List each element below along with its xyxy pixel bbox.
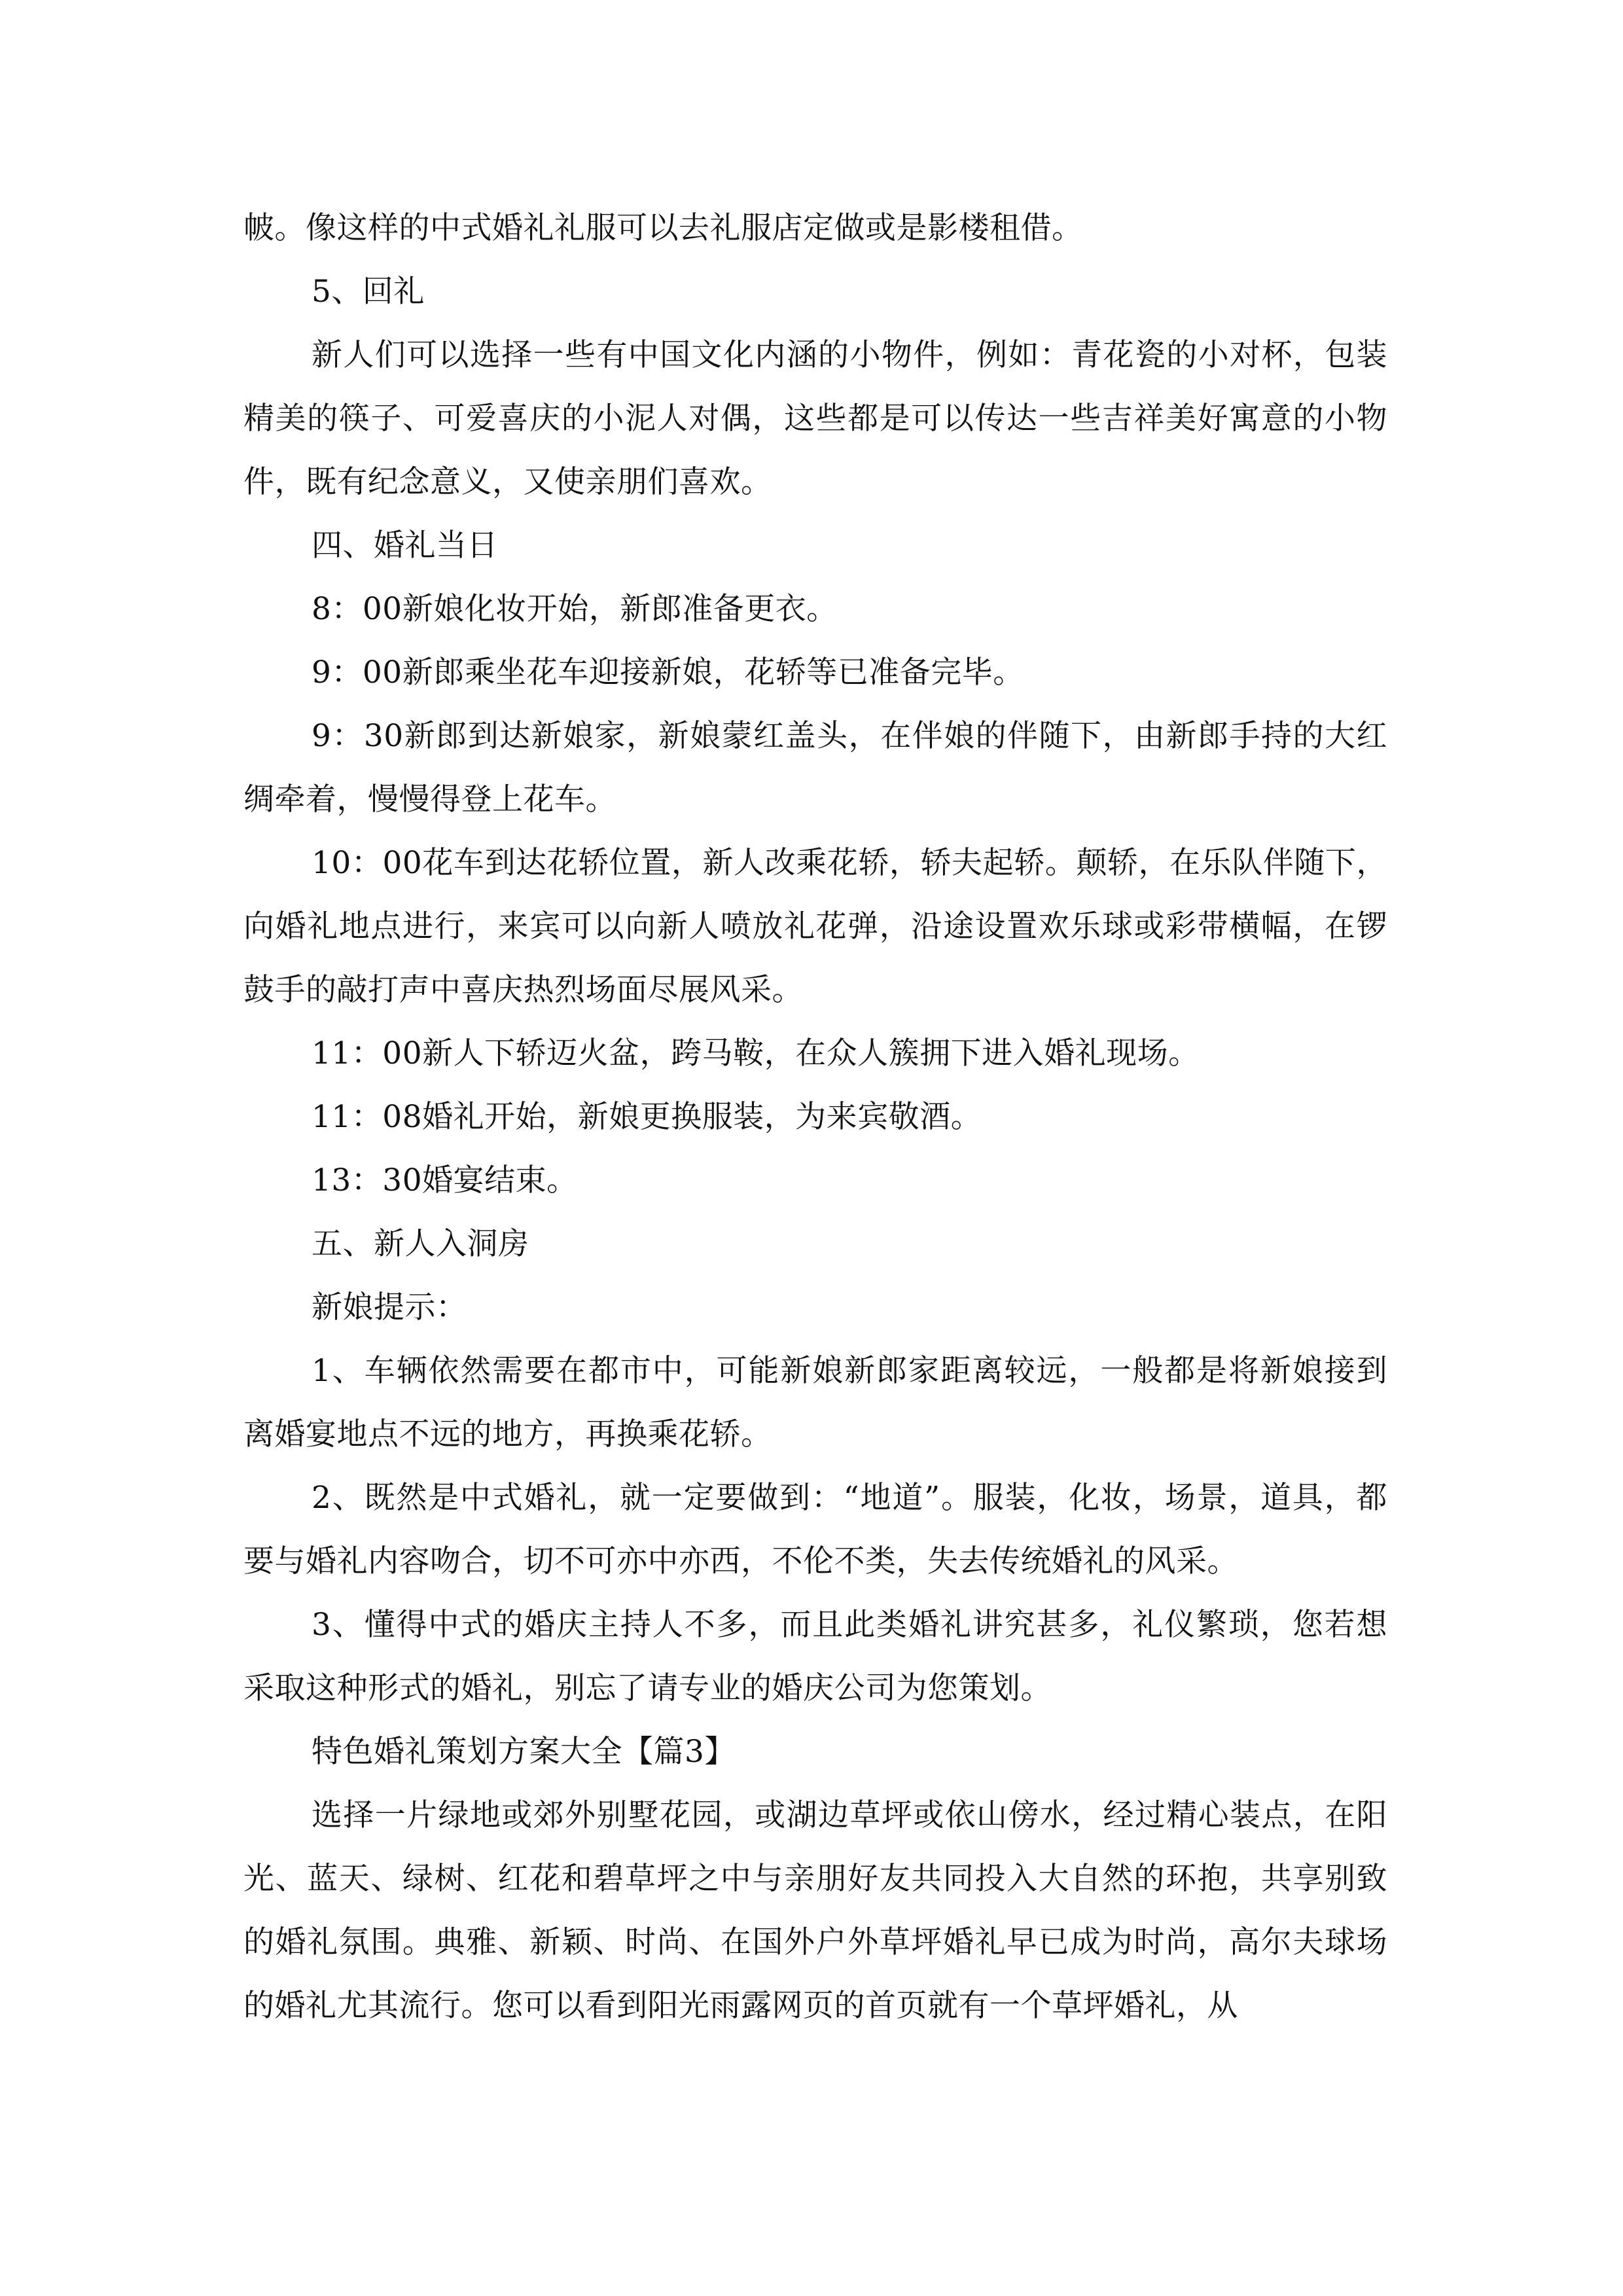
document-body [243,196,1387,2037]
schedule-item-1108: 11：08婚礼开始，新娘更换服装，为来宾敬酒。 [312,1099,982,1135]
heading-return-gift: 5、回礼 [312,274,425,310]
tip-item-1: 1、车辆依然需要在都市中，可能新娘新郎家距离较远，一般都是将新娘接到离婚宴地点不远的地方，再换乘花轿。 [243,1353,1387,1452]
tip-item-3: 3、懂得中式的婚庆主持人不多，而且此类婚礼讲究甚多，礼仪繁琐，您若想采取这种形式的婚礼，别忘了请专业的婚庆公司为您策划。 [243,1607,1387,1706]
paragraph-lawn-wedding: 选择一片绿地或郊外别墅花园，或湖边草坪或依山傍水，经过精心装点，在阳光、蓝天、绿树、红花和碧草坪之中与亲朋好友共同投入大自然的环抱，共享别致的婚礼氛围。典雅、新颖、时尚、在国外户外草坪婚礼早已成为时尚，高尔夫球场的婚礼尤其流行。您可以看到阳光雨露网页的首页就有一个草坪婚礼，从 [243,1797,1387,2024]
heading-wedding-day: 四、婚礼当日 [312,528,498,564]
schedule-item-1100: 11：00新人下轿迈火盆，跨马鞍，在众人簇拥下进入婚礼现场。 [312,1035,1200,1071]
schedule-item-0800: 8：00新娘化妆开始，新郎准备更衣。 [312,591,838,627]
heading-bride-tips: 新娘提示： [312,1289,467,1325]
paragraph-continuation: 帔。像这样的中式婚礼礼服可以去礼服店定做或是影楼租借。 [243,210,1083,246]
schedule-item-1330: 13：30婚宴结束。 [312,1162,578,1198]
schedule-item-1000: 10：00花车到达花轿位置，新人改乘花轿，轿夫起轿。颠轿，在乐队伴随下，向婚礼地点进行，来宾可以向新人喷放礼花弹，沿途设置欢乐球或彩带横幅，在锣鼓手的敲打声中喜庆热烈场面尽展风采。 [243,845,1387,1008]
section-title-part-3: 特色婚礼策划方案大全【篇3】 [312,1734,736,1770]
schedule-item-0930: 9：30新郎到达新娘家，新娘蒙红盖头，在伴娘的伴随下，由新郎手持的大红绸牵着，慢慢得登上花车。 [243,718,1387,817]
tip-item-2: 2、既然是中式婚礼，就一定要做到：“地道”。服装，化妆，场景，道具，都要与婚礼内容吻合，切不可亦中亦西，不伦不类，失去传统婚礼的风采。 [243,1480,1387,1579]
schedule-item-0900: 9：00新郎乘坐花车迎接新娘，花轿等已准备完毕。 [312,655,1024,691]
paragraph-return-gift: 新人们可以选择一些有中国文化内涵的小物件，例如：青花瓷的小对杯，包装精美的筷子、可爱喜庆的小泥人对偶，这些都是可以传达一些吉祥美好寓意的小物件，既有纪念意义，又使亲朋们喜欢。 [243,337,1387,500]
heading-bridal-chamber: 五、新人入洞房 [312,1226,529,1262]
